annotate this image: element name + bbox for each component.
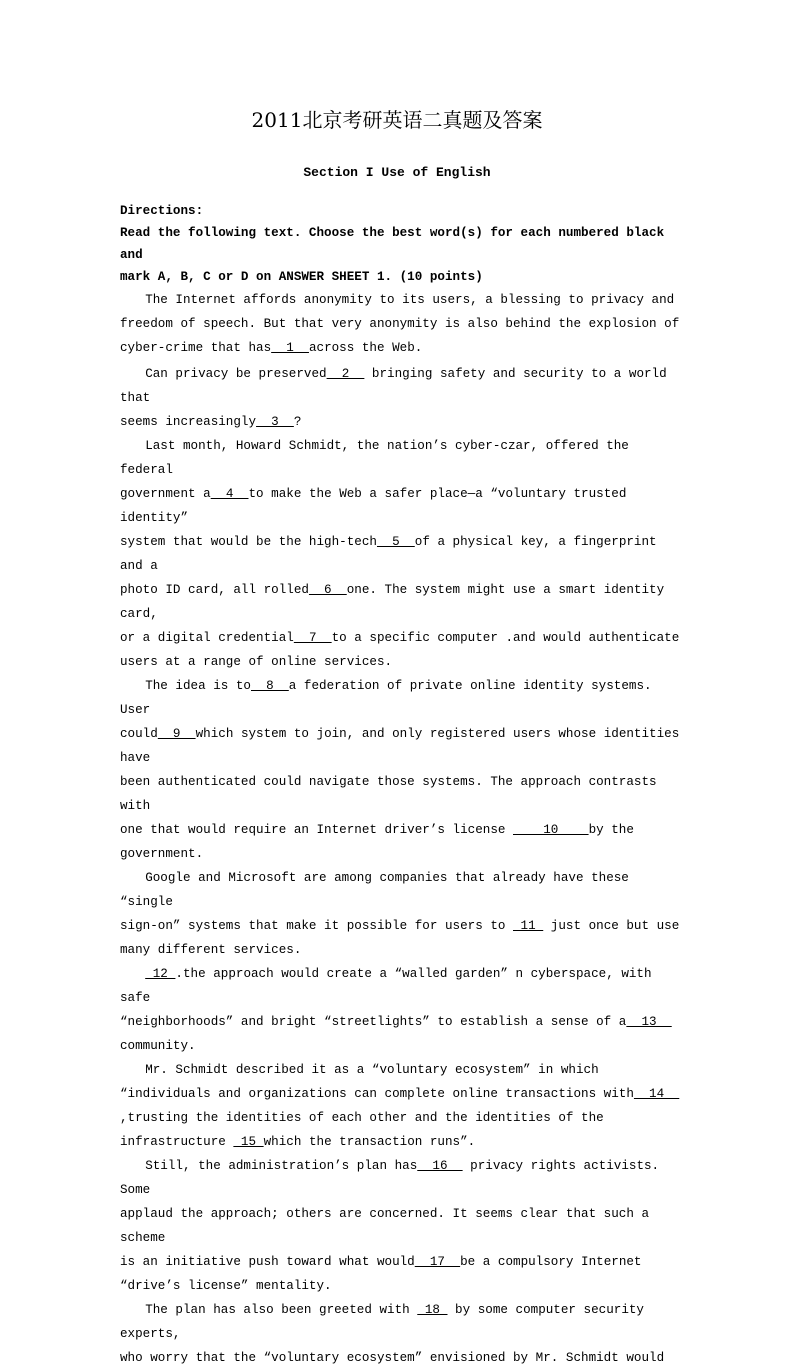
text-line: infrastructure 15 which the transaction runs”. bbox=[120, 1135, 476, 1149]
blank-9: 9 bbox=[157, 727, 196, 741]
text-line: government a 4 to make the Web a safer place—a “voluntary trusted identity” bbox=[120, 487, 627, 525]
text-line: could 9 which system to join, and only registered users whose identities have bbox=[120, 727, 680, 765]
text-line: 12 .the approach would create a “walled garden” n cyberspace, with safe bbox=[120, 967, 652, 1005]
text-line: ,trusting the identities of each other and the identities of the bbox=[120, 1111, 604, 1125]
text-line: is an initiative push toward what would 17 be a compulsory Internet bbox=[120, 1255, 642, 1269]
text-line: system that would be the high-tech 5 of a physical key, a fingerprint and a bbox=[120, 535, 657, 573]
text-line: government. bbox=[120, 847, 204, 861]
text-line: sign-on” systems that make it possible for users to 11 just once but use bbox=[120, 919, 680, 933]
paragraph-4 bbox=[120, 674, 680, 866]
blank-14: 14 bbox=[633, 1087, 680, 1101]
text-line: “neighborhoods” and bright “streetlights” to establish a sense of a 13 bbox=[120, 1015, 672, 1029]
text-line: applaud the approach; others are concerned. It seems clear that such a scheme bbox=[120, 1207, 650, 1245]
text-line: “drive’s license” mentality. bbox=[120, 1279, 332, 1293]
blank-10: 10 bbox=[513, 823, 589, 837]
text-line: Mr. Schmidt described it as a “voluntary ecosystem” in which bbox=[145, 1063, 599, 1077]
blank-15: 15 bbox=[233, 1135, 264, 1149]
paragraph-6 bbox=[120, 962, 680, 1058]
text-line: photo ID card, all rolled 6 one. The system might use a smart identity card, bbox=[120, 583, 665, 621]
paragraph-1 bbox=[120, 288, 680, 360]
text-line: The idea is to 8 a federation of private online identity systems. User bbox=[120, 679, 652, 717]
text-line: Last month, Howard Schmidt, the nation’s cyber-czar, offered the federal bbox=[120, 439, 629, 477]
directions-label: Directions: bbox=[120, 204, 204, 218]
text-line: who worry that the “voluntary ecosystem” envisioned by Mr. Schmidt would bbox=[120, 1351, 665, 1365]
text-line: or a digital credential 7 to a specific computer .and would authenticate bbox=[120, 631, 680, 645]
paragraph-8 bbox=[120, 1154, 680, 1298]
blank-4: 4 bbox=[210, 487, 249, 501]
text-line: cyber-crime that has 1 across the Web. bbox=[120, 341, 423, 355]
paragraph-2 bbox=[120, 362, 680, 434]
blank-3: 3 bbox=[256, 415, 294, 429]
text-line: many different services. bbox=[120, 943, 302, 957]
blank-2: 2 bbox=[326, 367, 365, 381]
blank-11: 11 bbox=[513, 919, 544, 933]
blank-6: 6 bbox=[308, 583, 347, 597]
blank-13: 13 bbox=[626, 1015, 672, 1029]
blank-5: 5 bbox=[376, 535, 415, 549]
paragraph-5 bbox=[120, 866, 680, 962]
directions bbox=[120, 200, 680, 288]
text-line: users at a range of online services. bbox=[120, 655, 393, 669]
section-heading: Section I Use of English bbox=[303, 165, 491, 180]
directions-line: Read the following text. Choose the best word(s) for each numbered black and bbox=[120, 226, 665, 262]
blank-18: 18 bbox=[417, 1303, 448, 1317]
text-line: The plan has also been greeted with 18 by some computer security experts, bbox=[120, 1303, 644, 1341]
blank-12: 12 bbox=[145, 967, 176, 981]
text-line: Can privacy be preserved 2 bringing safety and security to a world that bbox=[120, 367, 667, 405]
text-line: Still, the administration’s plan has 16 privacy rights activists. Some bbox=[120, 1159, 660, 1197]
text-line: Google and Microsoft are among companies that already have these “single bbox=[120, 871, 629, 909]
text-line: community. bbox=[120, 1039, 196, 1053]
paragraph-3 bbox=[120, 434, 680, 674]
blank-1: 1 bbox=[271, 341, 309, 355]
text-line: The Internet affords anonymity to its users, a blessing to privacy and bbox=[145, 293, 675, 307]
page-title: 2011北京考研英语二真题及答案 bbox=[251, 108, 543, 132]
directions-line: mark A, B, C or D on ANSWER SHEET 1. (10 points) bbox=[120, 270, 483, 284]
blank-17: 17 bbox=[414, 1255, 461, 1269]
text-line: been authenticated could navigate those systems. The approach contrasts with bbox=[120, 775, 657, 813]
text-line: “individuals and organizations can complete online transactions with 14 bbox=[120, 1087, 680, 1101]
paragraph-9 bbox=[120, 1298, 680, 1370]
blank-8: 8 bbox=[251, 679, 289, 693]
text-line: seems increasingly 3 ? bbox=[120, 415, 302, 429]
blank-7: 7 bbox=[293, 631, 332, 645]
text-line: one that would require an Internet driver’s license 10 by the bbox=[120, 823, 634, 837]
blank-16: 16 bbox=[417, 1159, 463, 1173]
text-line: freedom of speech. But that very anonymity is also behind the explosion of bbox=[120, 317, 680, 331]
document-body bbox=[120, 200, 680, 1370]
paragraph-7 bbox=[120, 1058, 680, 1154]
